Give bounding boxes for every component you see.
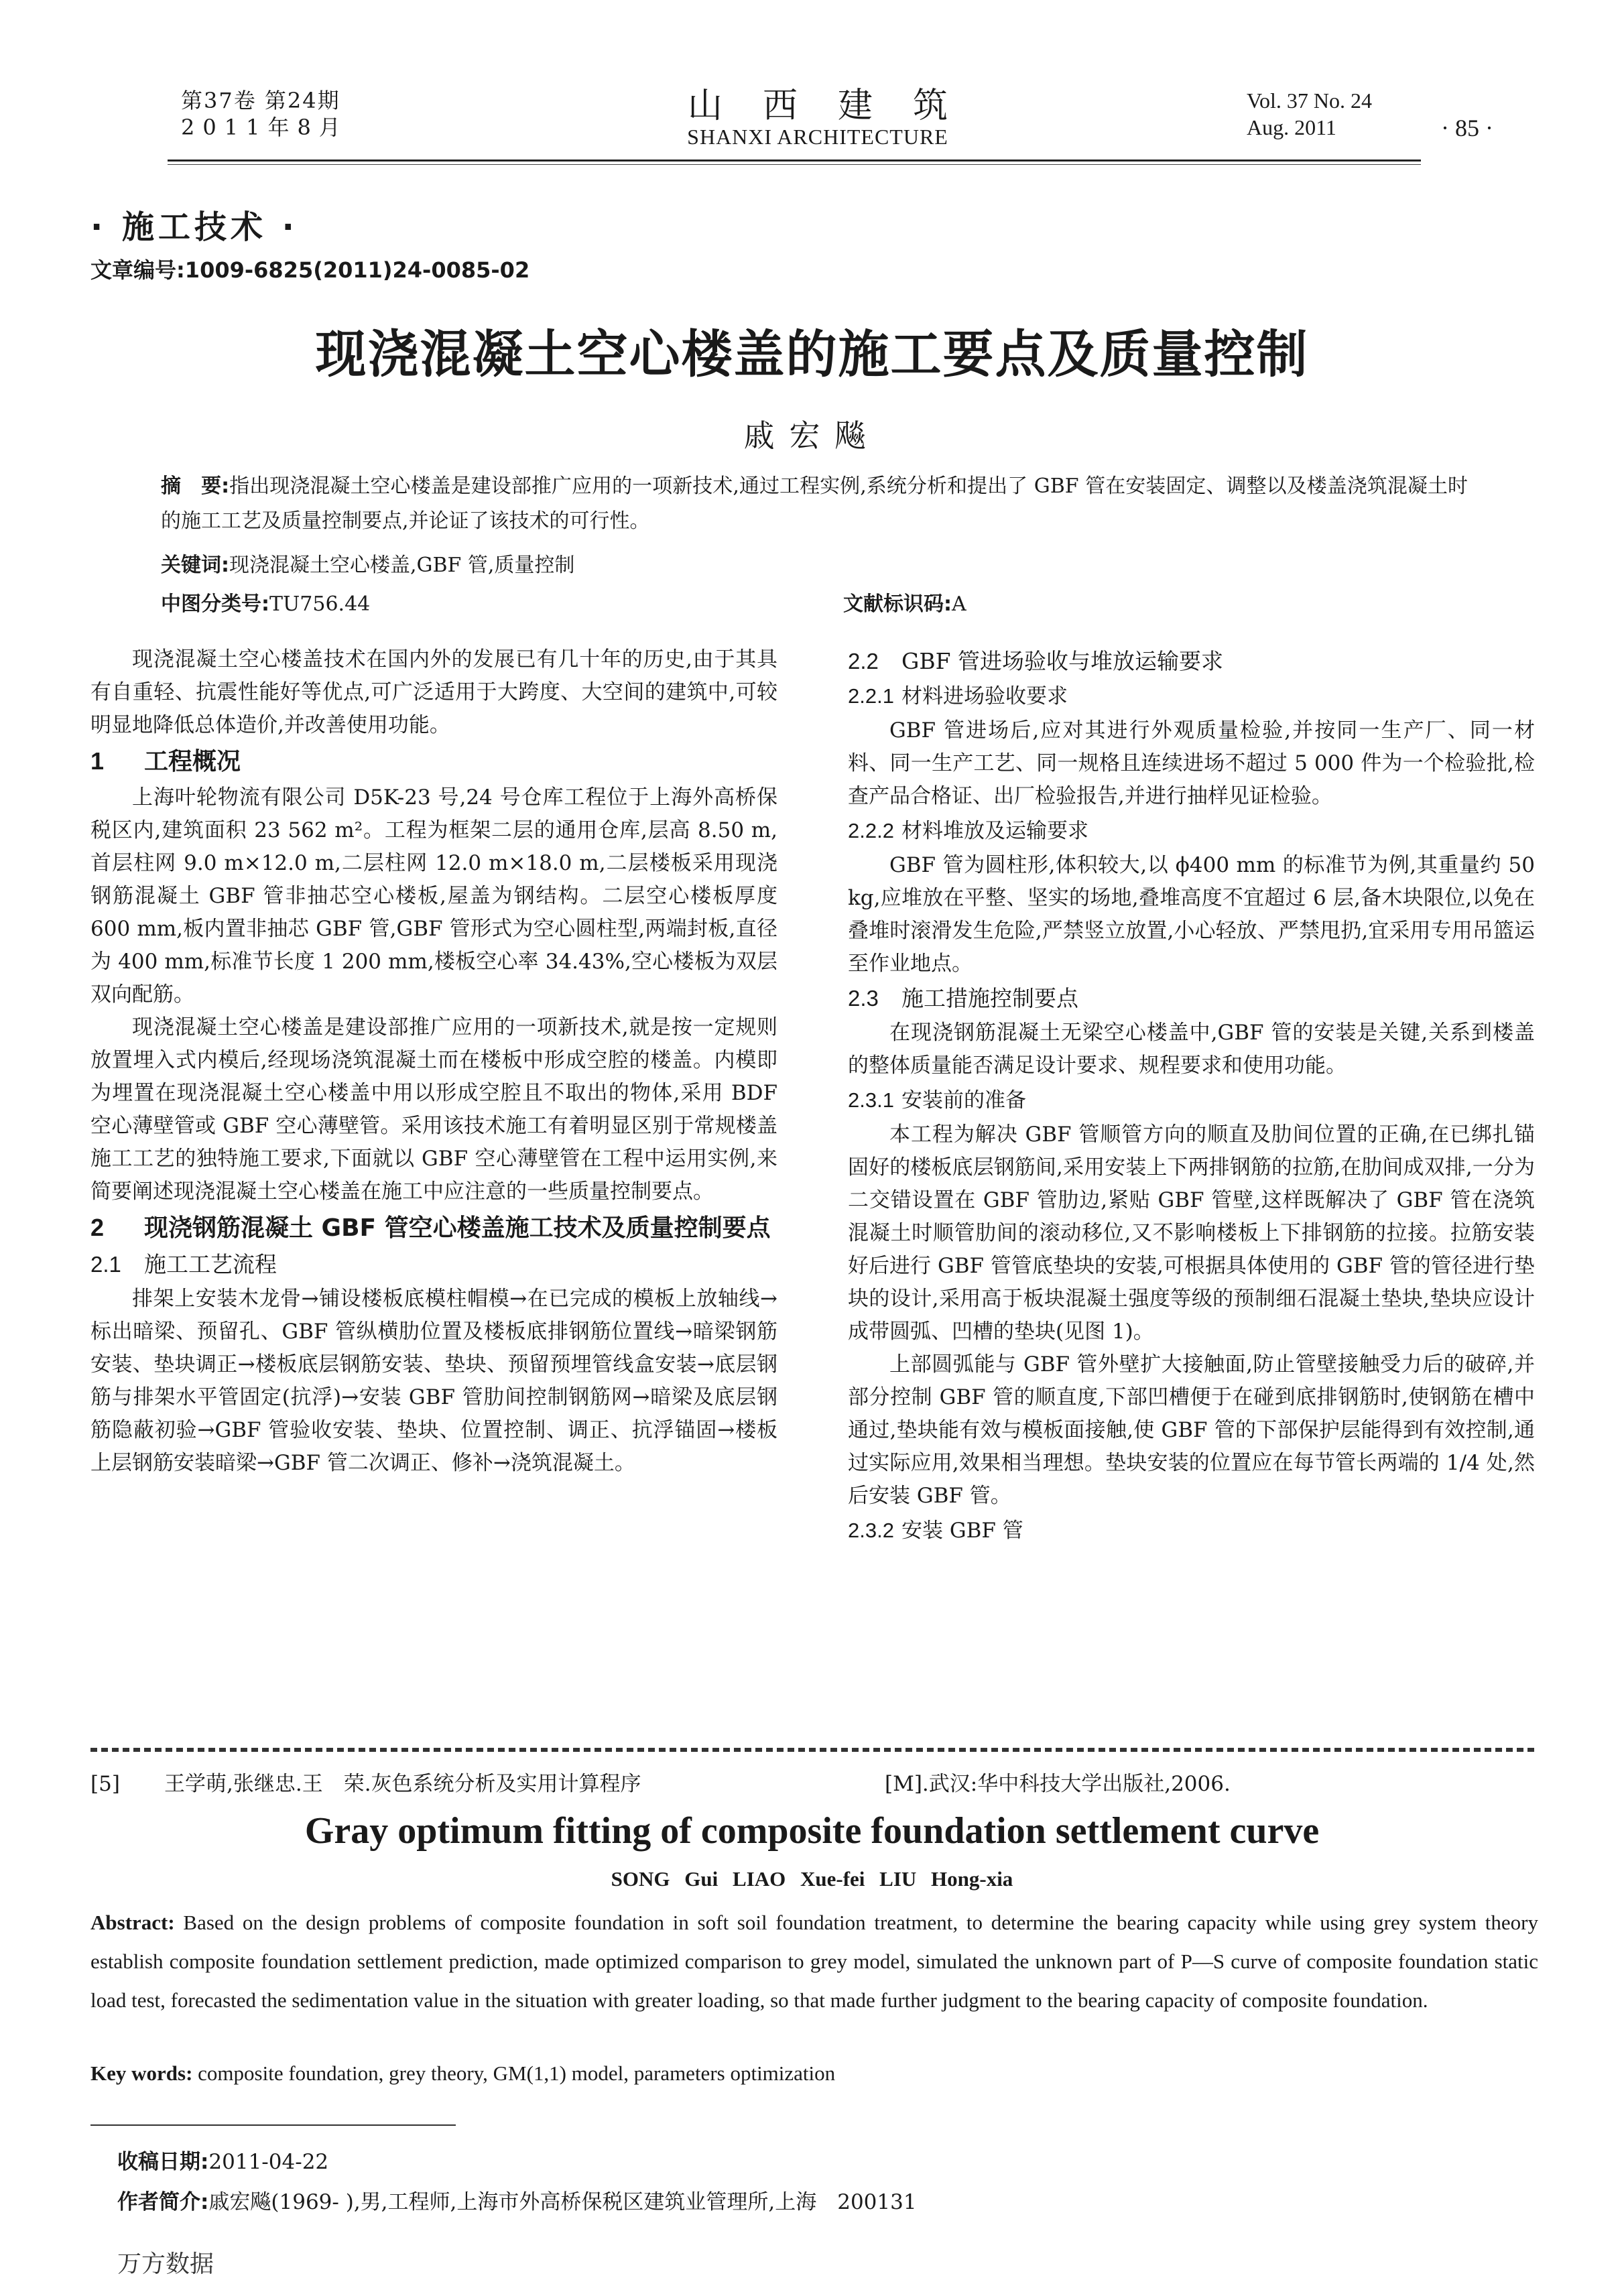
section-title: 安装前的准备 [901,1088,1026,1112]
header-volume-en [1247,87,1372,141]
header-journal [643,87,992,149]
section-1-paragraph-1: 上海叶轮物流有限公司 D5K-23 号,24 号仓库工程位于上海外高桥保税区内,建筑面积 23 562 m²。工程为框架二层的通用仓库,层高 8.50 m,首层柱网 9.0 m×12.0 m,二层柱网 12.0 m×18.0 m,二层楼板采用现浇钢筋混凝土 GBF 管非抽芯空心楼板,屋盖为钢结构。二层空心楼板厚度 600 mm,板内置非抽芯 GBF 管,GBF 管形式为空心圆柱型,两端封板,直径为 400 mm,标准节长度 1 200 mm,楼板空心率 34.43%,空心楼板为双层双向配筋。 [90,785,777,1007]
abstract-cn [161,469,1468,539]
page-number: · 85 · [1441,115,1493,141]
intro-paragraph: 现浇混凝土空心楼盖技术在国内外的发展已有几十年的历史,由于其具有自重轻、抗震性能好等优点,可广泛适用于大跨度、大空间的建筑中,可较明显地降低总体造价,并改善使用功能。 [90,647,777,737]
section-number: 2.2.1 [848,684,894,708]
header-rule-thin [168,164,1421,165]
document-code [843,587,966,617]
reference-text-b: [M].武汉:华中科技大学出版社,2006. [885,1772,1231,1796]
section-2-2-heading [848,645,1535,678]
section-number: 2.3 [848,986,879,1011]
section-number: 2.3.1 [848,1088,894,1112]
section-2-2-1-heading [848,680,1535,713]
article-number: 文章编号:1009-6825(2011)24-0085-02 [90,257,530,283]
clc-number [161,587,370,617]
section-2-3-1-paragraph-2: 上部圆弧能与 GBF 管外壁扩大接触面,防止管壁接触受力后的破碎,并部分控制 GBF 管的顺直度,下部凹槽便于在碰到底排钢筋时,使钢筋在槽中通过,垫块能有效与模板面接触,使 GBF 管的下部保护层能得到有效控制,通过实际应用,效果相当理想。垫块安装的位置应在每节管长两端的 1/4 处,然后安装 GBF 管。 [848,1352,1535,1508]
section-2-3-1-paragraph-1: 本工程为解决 GBF 管顺管方向的顺直及肋间位置的正确,在已绑扎锚固好的楼板底层钢筋间,采用安装上下两排钢筋的拉筋,在肋间成双排,一分为二交错设置在 GBF 管肋边,紧贴 GBF 管壁,这样既解决了 GBF 管在浇筑混凝土时顺管肋间的滚动移位,又不影响楼板上下排钢筋的拉接。拉筋安装好后进行 GBF 管管底垫块的安装,可根据具体使用的 GBF 管的管径进行垫块的设计,采用高于板块混凝土强度等级的预制细石混凝土垫块,垫块应设计成带圆弧、凹槽的垫块(见图 1)。 [848,1123,1535,1344]
article-title: 现浇混凝土空心楼盖的施工要点及质量控制 [315,324,1309,384]
keywords-cn [161,548,574,578]
section-number: 2.2.2 [848,819,894,842]
section-1-paragraph-2: 现浇混凝土空心楼盖是建设部推广应用的一项新技术,就是按一定规则放置埋入式内模后,经现场浇筑混凝土而在楼板中形成空腔的楼盖。内模即为埋置在现浇混凝土空心楼盖中用以形成空腔且不取出的物体,采用 BDF 空心薄壁管或 GBF 空心薄壁管。采用该技术施工有着明显区别于常规楼盖施工工艺的独特施工要求,下面就以 GBF 空心薄壁管在工程中运用实例,来简要阐述现浇混凝土空心楼盖在施工中应注意的一些质量控制要点。 [90,1015,777,1204]
doc-code-label: 文献标识码: [843,592,952,616]
section-2-3-paragraph: 在现浇钢筋混凝土无梁空心楼盖中,GBF 管的安装是关键,关系到楼盖的整体质量能否满足设计要求、规程要求和使用功能。 [848,1021,1535,1078]
section-2-3-1-heading [848,1084,1535,1117]
keywords-label: 关键词: [161,554,229,577]
footnote-rule [90,2124,456,2126]
body-right-column [848,643,1535,1549]
reference-item [90,1767,1538,1797]
header-rule [168,160,1421,162]
database-watermark: 万方数据 [117,2250,214,2278]
section-2-3-2-heading [848,1514,1535,1547]
section-2-1-paragraph: 排架上安装木龙骨→铺设楼板底模柱帽模→在已完成的模板上放轴线→标出暗梁、预留孔、GBF 管纵横肋位置及楼板底排钢筋位置线→暗梁钢筋安装、垫块调正→楼板底层钢筋安装、垫块、预留预埋管线盒安装→底层钢筋与排架水平管固定(抗浮)→安装 GBF 管肋间控制钢筋网→暗梁及底层钢筋隐蔽初验→GBF 管验收安装、垫块、位置控制、调正、抗浮锚固→楼板上层钢筋安装暗梁→GBF 管二次调正、修补→浇筑混凝土。 [90,1287,777,1475]
column-tag: · 施工技术 · [90,208,298,246]
section-title: 施工工艺流程 [144,1251,277,1277]
section-2-2-1-paragraph: GBF 管进场后,应对其进行外观质量检验,并按同一生产厂、同一材料、同一生产工艺、同一规格且连续进场不超过 5 000 件为一个检验批,检查产品合格证、出厂检验报告,并进行抽样见证检验。 [848,718,1535,808]
abstract-label: 摘 要: [161,474,230,498]
english-title: Gray optimum fitting of composite foundation settlement curve [304,1810,1320,1852]
section-1-heading [90,745,777,779]
section-number: 2.2 [848,649,879,674]
english-authors: SONG Gui LIAO Xue-fei LIU Hong-xia [611,1867,1013,1891]
header-vol-no: Vol. 37 No. 24 [1247,88,1372,113]
header-date-cn: 2011年8月 [181,115,349,140]
bio-label: 作者简介: [117,2190,209,2214]
section-title: 工程概况 [144,748,241,775]
section-number: 2.1 [90,1252,121,1277]
article-divider [90,1748,1538,1752]
section-title: 材料进场验收要求 [901,684,1068,708]
section-2-2-2-paragraph: GBF 管为圆柱形,体积较大,以 ϕ400 mm 的标准节为例,其重量约 50 kg,应堆放在平整、坚实的场地,叠堆高度不宜超过 6 层,备木块限位,以免在叠堆时滚滑发生危险,严禁竖立放置,小心轻放、严禁甩扔,宜采用专用吊篮运至作业地点。 [848,853,1535,976]
journal-name-cn: 山西建筑 [687,86,988,126]
reference-text-a: 王学萌,张继忠.王 荣.灰色系统分析及实用计算程序 [164,1772,641,1796]
section-title: 材料堆放及运输要求 [901,819,1088,843]
section-number: 2 [90,1214,105,1241]
section-2-1-heading [90,1248,777,1281]
bio-text: 戚宏飚(1969- ),男,工程师,上海市外高桥保税区建筑业管理所,上海 200131 [208,2190,917,2214]
header-volume-cn [181,87,349,141]
english-keywords-text: composite foundation, grey theory, GM(1,1) model, parameters optimization [192,2061,836,2085]
received-date [117,2145,328,2175]
header-volume-issue: 第37卷 第24期 [181,88,340,113]
article-author: 戚宏飚 [743,418,881,454]
received-label: 收稿日期: [117,2150,209,2174]
section-title: 安装 GBF 管 [901,1519,1023,1543]
doc-code-text: A [952,592,966,616]
english-keywords-label: Key words: [90,2061,193,2085]
keywords-text: 现浇混凝土空心楼盖,GBF 管,质量控制 [229,554,575,577]
header-date-en: Aug. 2011 [1247,115,1336,139]
abstract-text: 指出现浇混凝土空心楼盖是建设部推广应用的一项新技术,通过工程实例,系统分析和提出了 GBF 管在安装固定、调整以及楼盖浇筑混凝土时的施工工艺及质量控制要点,并论证了该技术的可行性。 [161,474,1468,533]
author-bio [117,2185,917,2215]
english-abstract [90,1903,1538,2020]
section-number: 1 [90,747,105,775]
section-title: 施工措施控制要点 [901,985,1078,1011]
english-abstract-label: Abstract: [90,1911,175,1934]
received-value: 2011-04-22 [208,2150,329,2174]
clc-label: 中图分类号: [161,592,269,616]
english-keywords [90,2061,835,2086]
journal-name-en: SHANXI ARCHITECTURE [687,125,948,149]
body-left-column [90,643,777,1480]
section-2-3-heading [848,982,1535,1015]
section-title: GBF 管进场验收与堆放运输要求 [901,648,1223,674]
english-abstract-text: Based on the design problems of composite foundation in soft soil foundation treatment, to determine the bearing capacity while using grey system theory establish composite foundation settlement prediction, made optimized comparison to grey model, simulated the unknown part of P—S curve of composite foundation static load test, forecasted the sedimentation value in the situation with greater loading, so that made further judgment to the bearing capacity of composite foundation. [90,1911,1538,2012]
section-2-heading [90,1211,777,1245]
reference-number: [5] [90,1772,120,1796]
section-number: 2.3.2 [848,1519,894,1542]
clc-text: TU756.44 [269,592,371,616]
section-title: 现浇钢筋混凝土 GBF 管空心楼盖施工技术及质量控制要点 [144,1214,771,1242]
running-header [0,87,1624,161]
section-2-2-2-heading [848,814,1535,848]
